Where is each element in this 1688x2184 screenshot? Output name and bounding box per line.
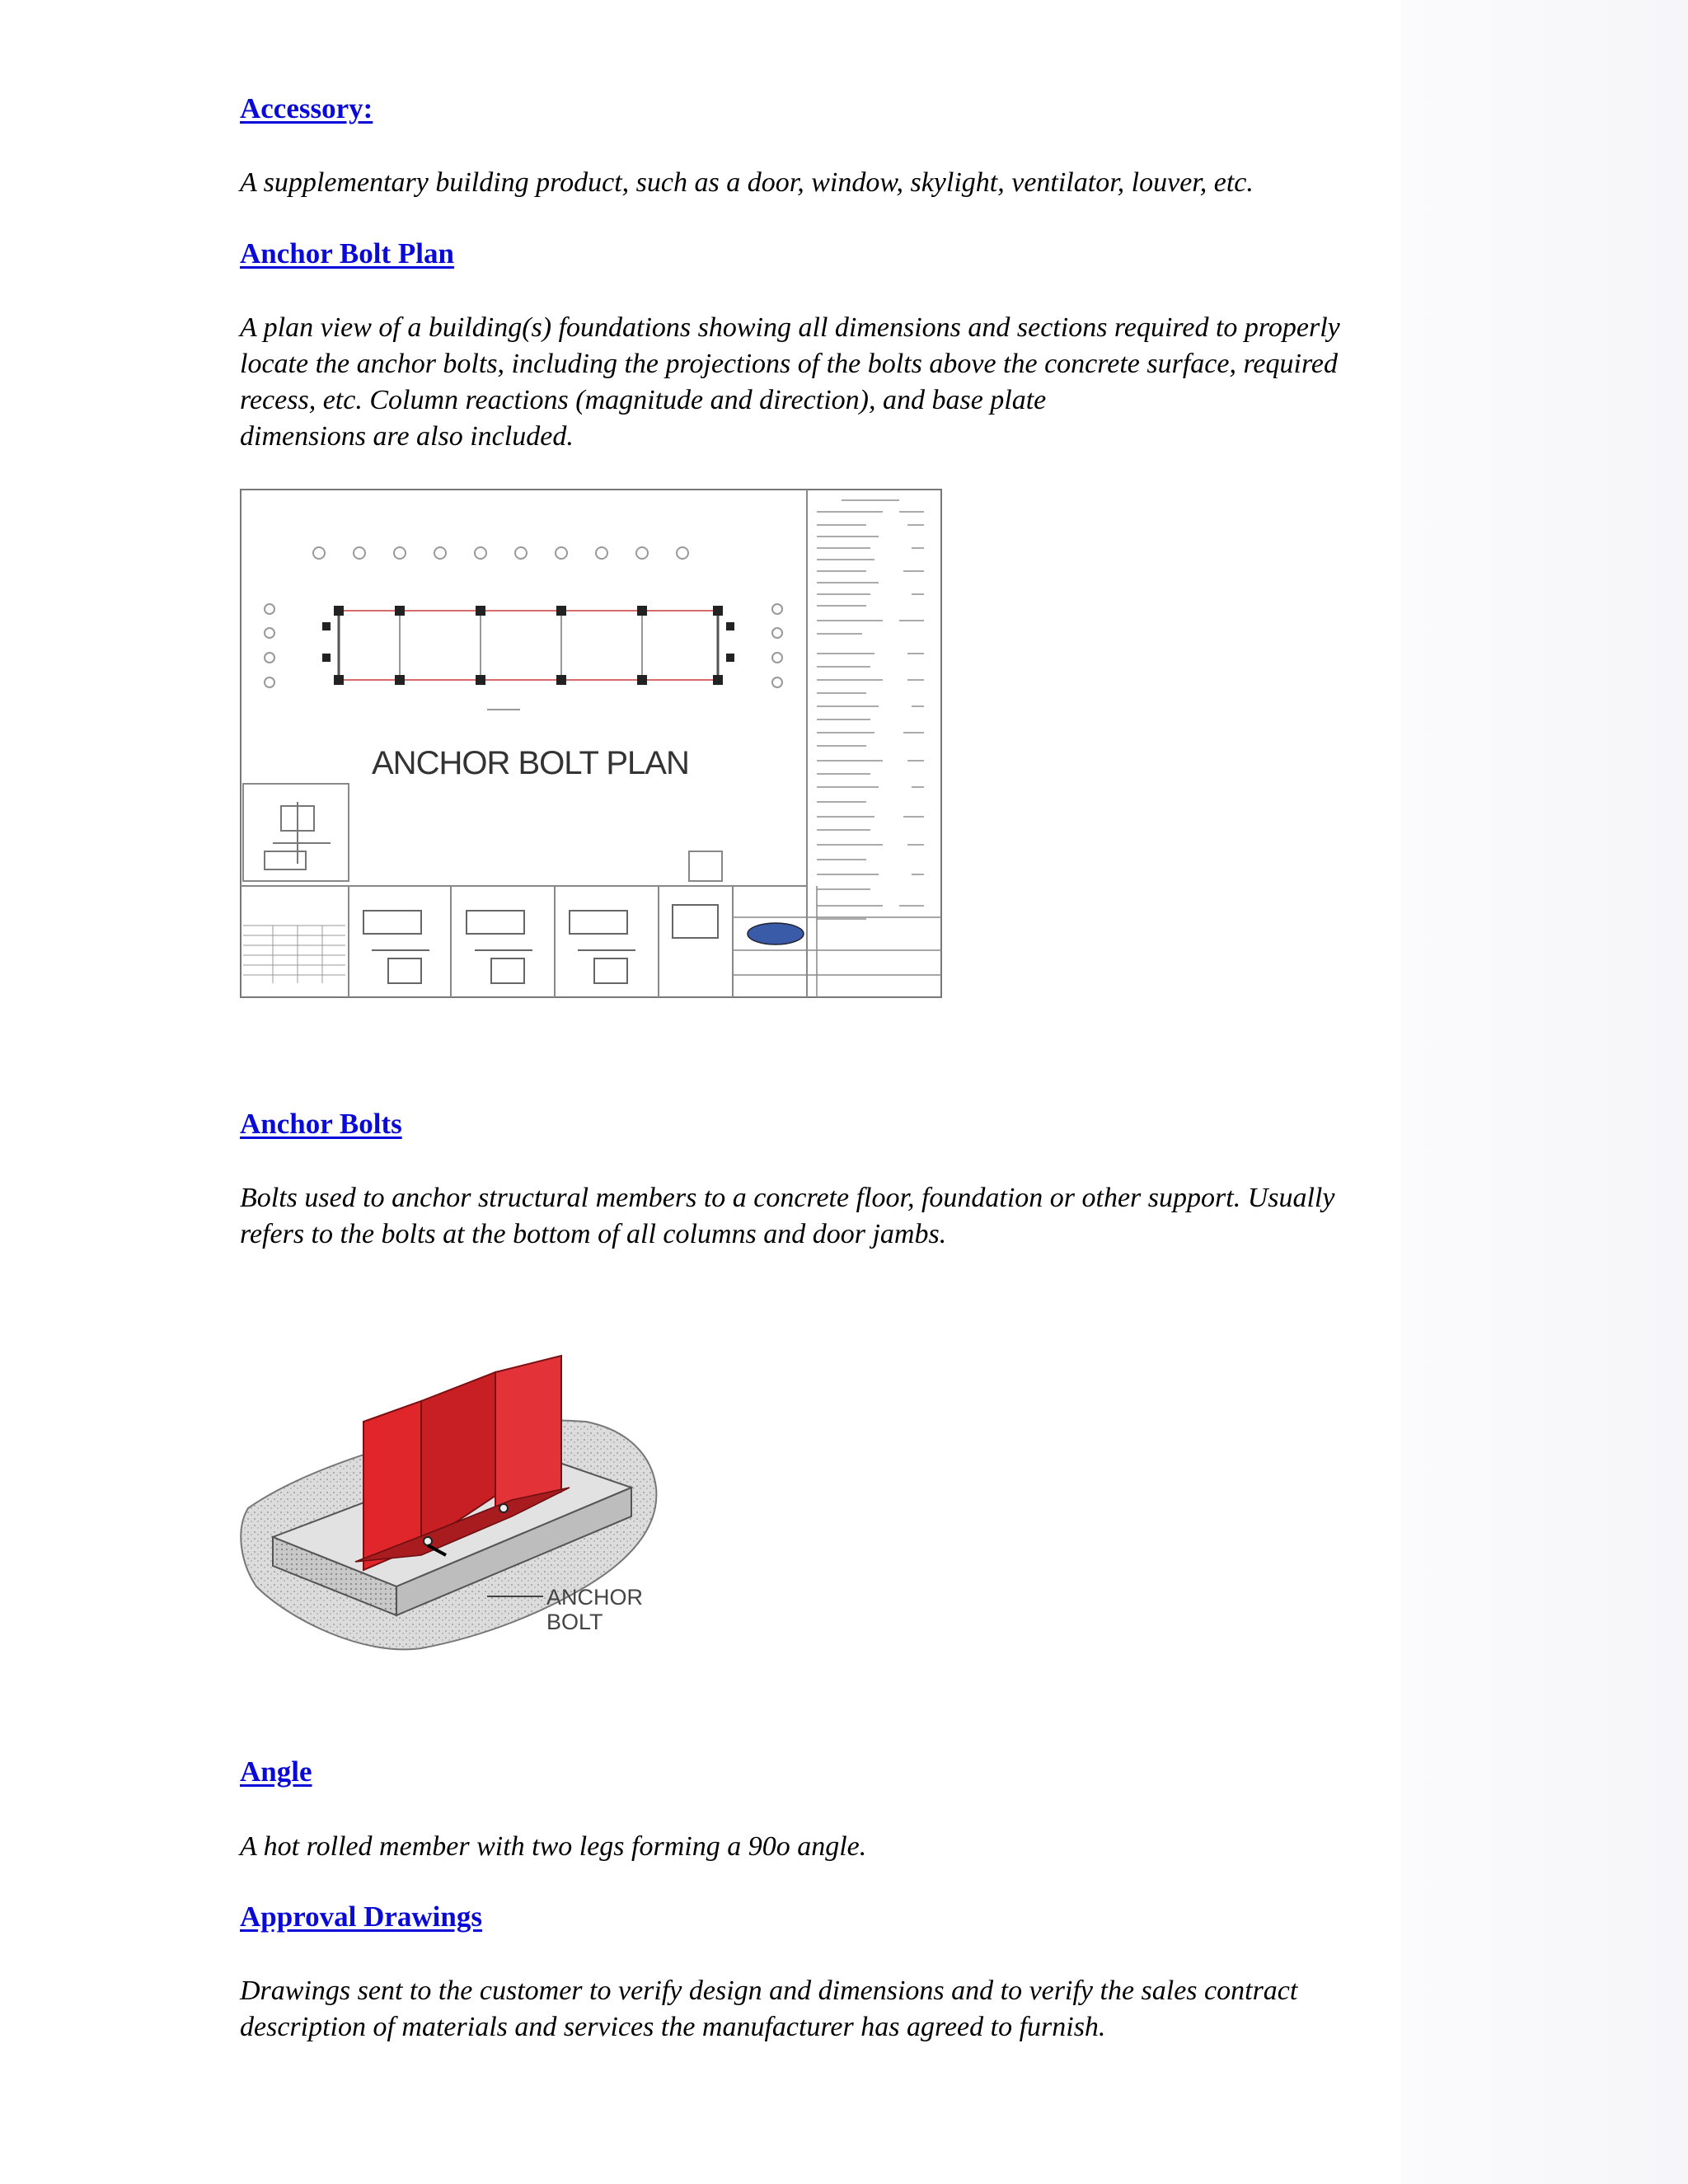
definition-approval-drawings bbox=[240, 1973, 1526, 2046]
term-link-angle[interactable]: Angle bbox=[240, 1755, 312, 1788]
term-link-anchor-bolts[interactable]: Anchor Bolts bbox=[240, 1108, 402, 1140]
definition-line: dimensions are also included. bbox=[240, 421, 574, 452]
definition-accessory bbox=[240, 165, 1526, 201]
definition-line: description of materials and services the manufacturer has agreed to furnish. bbox=[240, 2012, 1106, 2042]
definition-line: recess, etc. Column reactions (magnitude and direction), and base plate bbox=[240, 385, 1047, 415]
definition-anchor-bolts bbox=[240, 1180, 1526, 1253]
anchor-bolt-label-line1: ANCHOR bbox=[546, 1585, 644, 1610]
definition-angle bbox=[240, 1829, 1526, 1865]
definition-line: locate the anchor bolts, including the projections of the bolts above the concrete surface, required bbox=[240, 349, 1339, 379]
anchor-bolt bbox=[499, 1504, 508, 1512]
term-link-accessory[interactable]: Accessory: bbox=[240, 92, 373, 124]
anchor-bolt bbox=[424, 1537, 432, 1545]
anchor-bolt-label-line2: BOLT bbox=[546, 1610, 603, 1634]
anchor-bolts-illustration bbox=[240, 1339, 668, 1677]
definition-anchor-bolt-plan bbox=[240, 310, 1526, 455]
definition-line: Drawings sent to the customer to verify design and dimensions and to verify the sales contract bbox=[240, 1975, 1298, 2006]
manufacturer-logo bbox=[748, 923, 804, 944]
definition-line: refers to the bolts at the bottom of all columns and door jambs. bbox=[240, 1219, 947, 1249]
definition-line: A plan view of a building(s) foundations showing all dimensions and sections required to properly bbox=[240, 312, 1340, 343]
definition-line: A hot rolled member with two legs forming a 90o angle. bbox=[240, 1831, 867, 1862]
definition-line: Bolts used to anchor structural members to a concrete floor, foundation or other support. Usually bbox=[240, 1183, 1335, 1213]
term-link-anchor-bolt-plan[interactable]: Anchor Bolt Plan bbox=[240, 237, 454, 269]
drawing-title: ANCHOR BOLT PLAN bbox=[372, 745, 689, 781]
anchor-bolt-plan-drawing bbox=[240, 489, 942, 998]
definition-line: A supplementary building product, such as a door, window, skylight, ventilator, louver, etc. bbox=[240, 167, 1254, 198]
term-link-approval-drawings[interactable]: Approval Drawings bbox=[240, 1900, 482, 1933]
